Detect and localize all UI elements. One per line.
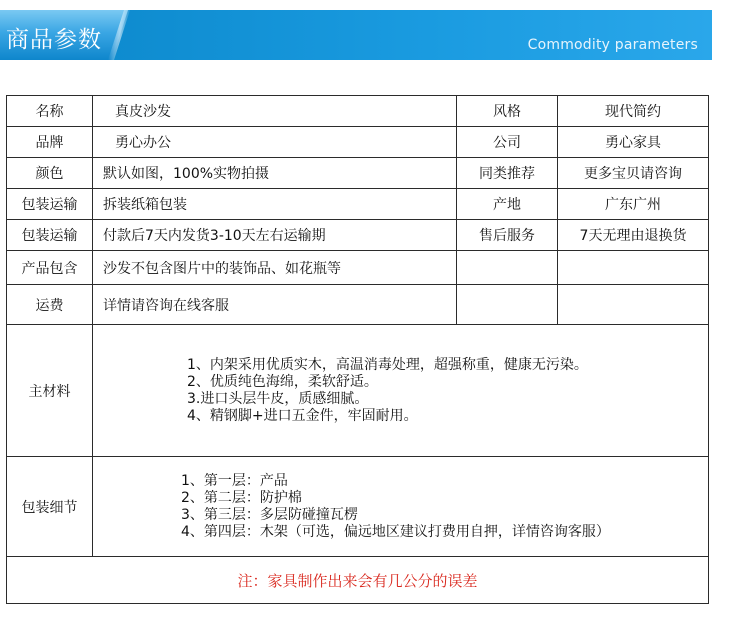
packaging-list xyxy=(93,457,709,557)
table-row xyxy=(7,96,709,127)
param-value xyxy=(558,285,709,325)
materials-line: 1、内架采用优质实木，高温消毒处理，超强称重，健康无污染。 xyxy=(187,356,588,373)
table-row xyxy=(7,251,709,285)
param-value xyxy=(558,251,709,285)
error-margin-note: 注：家具制作出来会有几公分的误差 xyxy=(7,557,709,604)
materials-label: 主材料 xyxy=(7,325,93,457)
packaging-line: 1、第一层：产品 xyxy=(181,472,288,489)
param-label: 同类推荐 xyxy=(457,158,558,189)
packaging-label: 包装细节 xyxy=(7,457,93,557)
header-banner xyxy=(0,10,712,60)
param-value: 详情请咨询在线客服 xyxy=(93,285,457,325)
param-label: 售后服务 xyxy=(457,220,558,251)
param-label: 品牌 xyxy=(7,127,93,158)
param-value: 付款后7天内发货3-10天左右运输期 xyxy=(93,220,457,251)
param-value: 默认如图，100%实物拍摄 xyxy=(93,158,457,189)
params-table xyxy=(6,95,709,604)
param-label: 颜色 xyxy=(7,158,93,189)
param-value: 7天无理由退换货 xyxy=(558,220,709,251)
table-row xyxy=(7,127,709,158)
param-label: 名称 xyxy=(7,96,93,127)
param-value: 拆装纸箱包装 xyxy=(93,189,457,220)
param-value: 勇心办公 xyxy=(93,127,457,158)
page-title: 商品参数 xyxy=(6,27,102,53)
param-label: 风格 xyxy=(457,96,558,127)
param-label: 运费 xyxy=(7,285,93,325)
page-subtitle: Commodity parameters xyxy=(527,37,698,53)
param-value: 真皮沙发 xyxy=(93,96,457,127)
param-label: 产品包含 xyxy=(7,251,93,285)
param-label xyxy=(457,285,558,325)
table-row xyxy=(7,189,709,220)
packaging-line: 3、第三层：多层防碰撞瓦楞 xyxy=(181,506,358,523)
table-row xyxy=(7,220,709,251)
materials-line: 4、精钢脚+进口五金件，牢固耐用。 xyxy=(187,407,418,424)
param-label: 包装运输 xyxy=(7,189,93,220)
param-label: 产地 xyxy=(457,189,558,220)
materials-list xyxy=(93,325,709,457)
note-row xyxy=(7,557,709,604)
table-row xyxy=(7,158,709,189)
param-label: 公司 xyxy=(457,127,558,158)
packaging-line: 2、第二层：防护棉 xyxy=(181,489,302,506)
packaging-row xyxy=(7,457,709,557)
param-value: 广东广州 xyxy=(558,189,709,220)
materials-line: 3.进口头层牛皮，质感细腻。 xyxy=(187,390,369,407)
materials-row xyxy=(7,325,709,457)
packaging-line: 4、第四层：木架（可选，偏远地区建议打费用自押，详情咨询客服） xyxy=(181,523,610,540)
materials-line: 2、优质纯色海绵，柔软舒适。 xyxy=(187,373,378,390)
param-value: 现代简约 xyxy=(558,96,709,127)
param-value: 沙发不包含图片中的装饰品、如花瓶等 xyxy=(93,251,457,285)
table-row xyxy=(7,285,709,325)
param-label xyxy=(457,251,558,285)
param-label: 包装运输 xyxy=(7,220,93,251)
param-value: 勇心家具 xyxy=(558,127,709,158)
param-value: 更多宝贝请咨询 xyxy=(558,158,709,189)
